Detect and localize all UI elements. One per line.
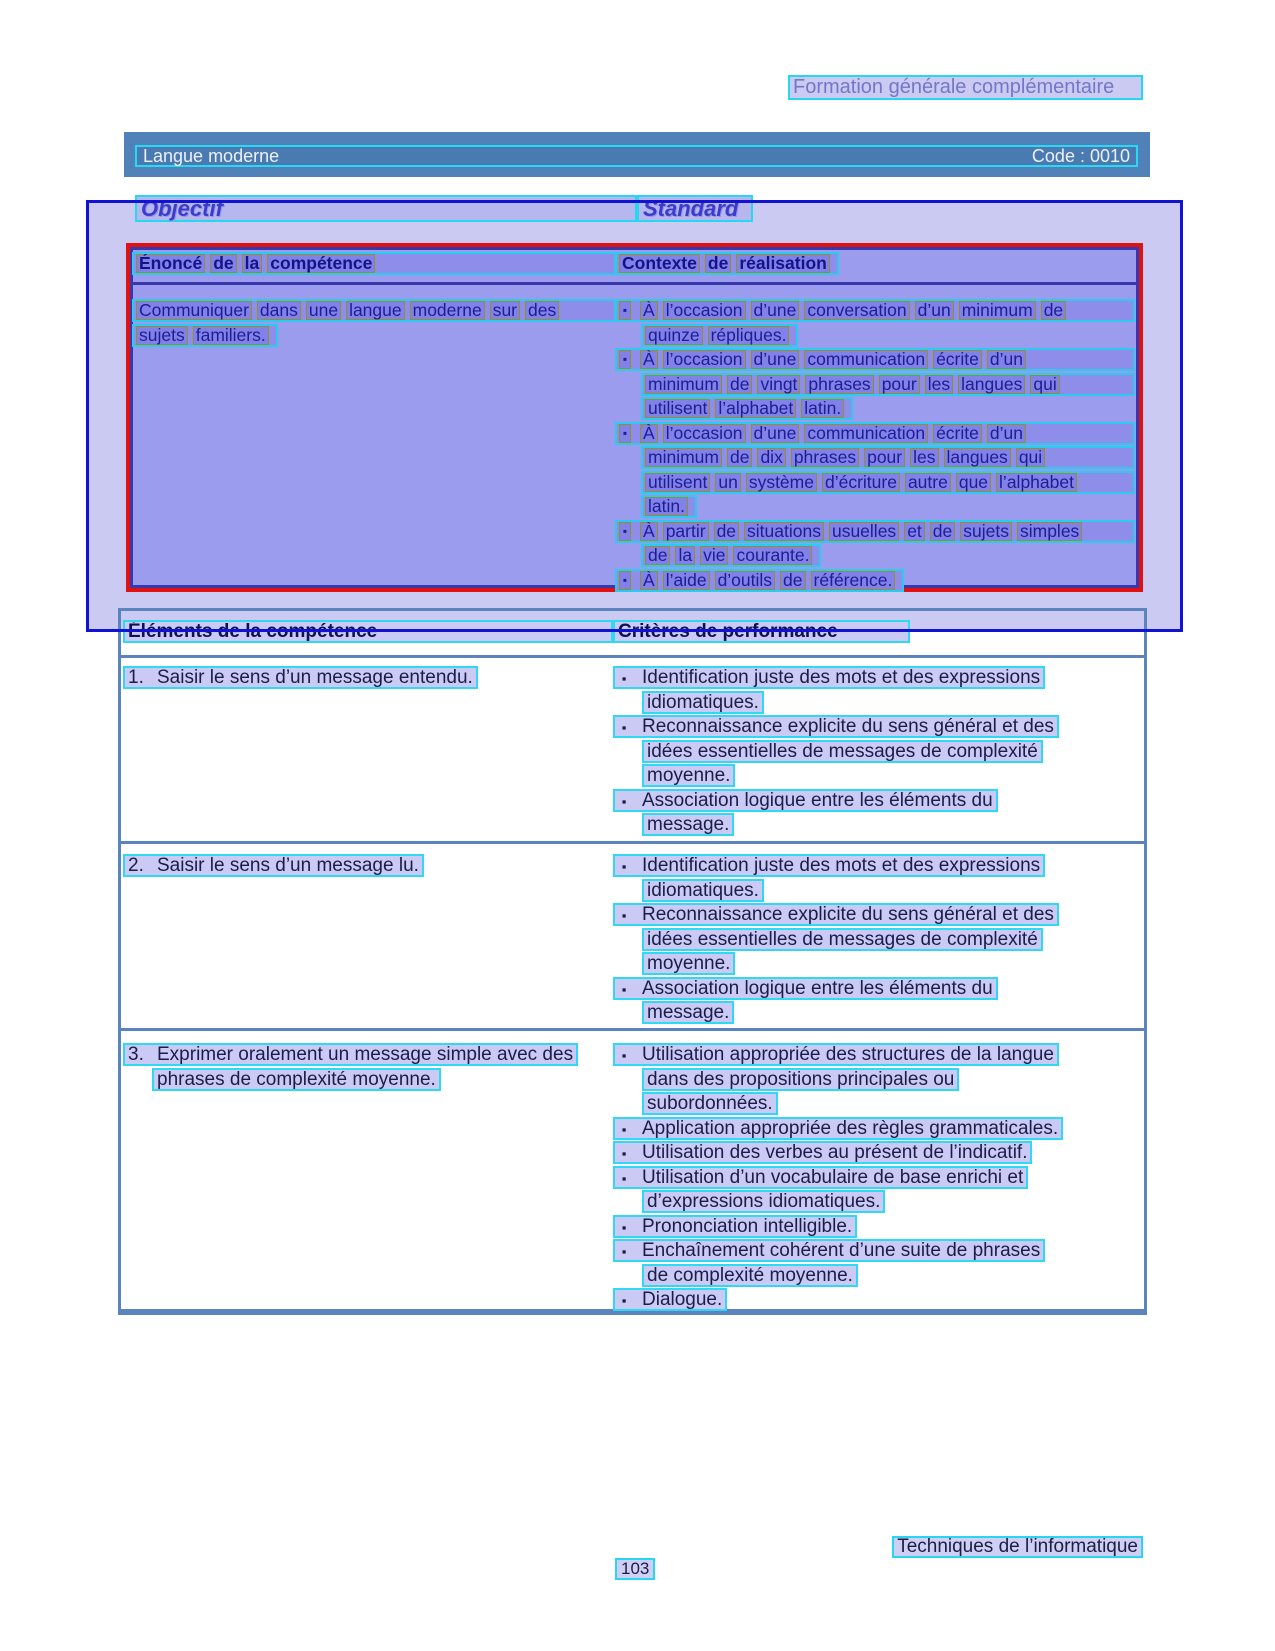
ocr-word-box: Contexte [619,254,700,273]
bullet-icon: ▪ [621,671,627,686]
text-line [615,422,1135,447]
ocr-line-box [613,977,998,1000]
text-line [123,1043,609,1068]
text-line [123,1068,609,1093]
ocr-word-box: d’écriture [822,473,900,492]
ocr-word-box: À [640,350,658,369]
ocr-word-box: autre [905,473,951,492]
ocr-word-box: système [746,473,817,492]
line-text: Éléments de la compétence [128,621,378,642]
ocr-line-box [613,620,910,643]
ocr-line-box [613,1117,1063,1140]
bullet-icon: ▪ [621,1048,627,1063]
competence-statement-cell [132,299,616,348]
bullet-icon: ▪ [619,522,631,541]
elements-table-header-right [613,620,1133,645]
ocr-word-box: minimum [645,448,722,467]
ocr-line-box [641,324,798,347]
text-line [613,715,1143,740]
ocr-word-box: l’occasion [663,424,746,443]
ocr-word-box: écrite [933,424,982,443]
ocr-word-box: de [714,522,739,541]
bullet-icon: ▪ [621,793,627,809]
ocr-word-box: moderne [410,301,485,320]
text-line [613,620,1133,645]
ocr-line-box [613,1239,1045,1262]
ocr-word-box: communication [804,424,928,443]
ocr-word-box: latin. [645,497,688,516]
text-line [613,977,1143,1002]
ocr-word-box: utilisent [645,399,710,418]
ocr-word-box: les [925,375,953,394]
ocr-word-box: usuelles [829,522,899,541]
ocr-word-box: des [525,301,559,320]
line-text: moyenne. [647,953,731,974]
elements-table-row [121,658,1144,841]
text-line [132,324,616,349]
ocr-word-box: pour [864,448,905,467]
ocr-line-box [642,1190,885,1213]
ocr-word-box: de [930,522,955,541]
ocr-word-box: courante. [733,546,812,565]
ocr-line-box [613,1043,1059,1066]
text-line [615,520,1135,545]
ocr-line-box [613,854,1045,877]
ocr-word-box: l’alphabet [715,399,796,418]
objectif-heading: Objectif [141,196,223,221]
text-line [132,299,616,324]
ocr-word-box: la [242,254,263,273]
context-realisation-cell [615,299,1135,593]
objectif-label-box [135,195,637,222]
ocr-word-box: minimum [959,301,1036,320]
competence-table-header-separator [133,282,1136,285]
page-number-label: 103 [621,1559,650,1578]
line-text: Identification juste des mots et des expressions [642,855,1041,876]
line-text: de complexité moyenne. [647,1264,853,1286]
ocr-line-box [615,520,1135,543]
line-text: idiomatiques. [647,691,759,713]
ocr-line-box [613,1288,727,1311]
ocr-word-box: situations [744,522,824,541]
ocr-word-box: l’alphabet [996,473,1077,492]
bullet-icon: ▪ [621,1170,627,1186]
ocr-line-box [123,854,424,877]
ocr-word-box: quinze [645,326,703,345]
row-number: 1. [128,667,144,688]
competence-table-header-right [615,252,1135,277]
competence-table [126,243,1143,592]
standard-label-box [637,195,753,222]
bullet-icon: ▪ [619,571,631,590]
ocr-line-box [641,446,1135,469]
ocr-word-box: conversation [804,301,909,320]
ocr-word-box: langues [958,375,1025,394]
footer-program [892,1536,1143,1558]
line-text: subordonnées. [647,1093,773,1114]
ocr-word-box: langue [346,301,405,320]
bullet-icon: ▪ [621,1121,627,1137]
ocr-line-box [152,1068,441,1091]
text-line [613,903,1143,928]
ocr-word-box: vingt [757,375,800,394]
ocr-line-box [615,252,839,275]
line-text: Application appropriée des règles grammaticales. [642,1117,1059,1139]
ocr-word-box: communication [804,350,928,369]
ocr-word-box: latin. [801,399,844,418]
text-line [613,1215,1143,1240]
ocr-line-box [615,299,1135,322]
ocr-word-box: référence. [811,571,896,590]
ocr-line-box [642,813,734,836]
ocr-word-box: l’occasion [663,301,746,320]
text-line [615,495,1135,520]
ocr-word-box: réalisation [736,254,830,273]
text-line [613,1239,1143,1264]
text-line [613,789,1143,814]
header-program-area-label: Formation générale complémentaire [793,76,1115,98]
row-number: 3. [128,1044,144,1065]
ocr-line-box [123,620,613,643]
text-line [613,1043,1143,1068]
bullet-icon: ▪ [621,1219,627,1235]
text-line [613,1001,1143,1026]
ocr-word-box: À [640,301,658,320]
ocr-line-box [613,1215,857,1238]
ocr-word-box: qui [1016,448,1045,467]
criteria-cell [613,666,1143,838]
text-line [615,446,1135,471]
ocr-word-box: de [727,375,752,394]
ocr-line-box [642,1001,734,1024]
ocr-line-box [613,666,1045,689]
ocr-word-box: d’outils [715,571,775,590]
ocr-line-box [123,1043,578,1066]
text-line [613,666,1143,691]
ocr-line-box [615,348,1135,371]
bullet-icon: ▪ [619,424,631,443]
standard-heading: Standard [643,196,739,221]
line-text: idiomatiques. [647,879,759,901]
ocr-line-box [642,928,1043,951]
text-line [613,764,1143,789]
ocr-word-box: la [675,546,695,565]
title-bar-highlight-box [135,145,1138,167]
ocr-word-box: répliques. [708,326,790,345]
ocr-line-box [642,952,735,975]
text-line [613,1141,1143,1166]
ocr-word-box: À [640,571,658,590]
ocr-line-box [132,252,616,275]
ocr-line-box [642,1092,778,1115]
line-text: Enchaînement cohérent d’une suite de phrases [642,1240,1041,1261]
ocr-line-box [642,764,735,787]
ocr-word-box: de [210,254,236,273]
text-line [613,1190,1143,1215]
elements-table-row [121,1028,1144,1312]
bullet-icon: ▪ [619,350,631,369]
element-cell [123,666,609,691]
line-text: d’expressions idiomatiques. [647,1191,881,1212]
ocr-word-box: l’occasion [663,350,746,369]
line-text: message. [647,814,730,835]
ocr-line-box [642,691,764,714]
line-text: phrases de complexité moyenne. [157,1068,436,1090]
line-text: dans des propositions principales ou [647,1068,955,1090]
text-line [613,1117,1143,1142]
text-line [613,813,1143,838]
text-line [613,740,1143,765]
line-text: Prononciation intelligible. [642,1215,853,1237]
line-text: Saisir le sens d’un message lu. [157,855,419,876]
ocr-word-box: les [910,448,938,467]
text-line [615,373,1135,398]
ocr-word-box: sur [490,301,520,320]
ocr-word-box: langues [944,448,1011,467]
ocr-word-box: pour [879,375,920,394]
ocr-word-box: de [1041,301,1066,320]
ocr-word-box: d’une [751,424,800,443]
text-line [613,1288,1143,1313]
ocr-word-box: et [904,522,925,541]
ocr-word-box: l’aide [663,571,710,590]
ocr-word-box: simples [1017,522,1082,541]
text-line [613,691,1143,716]
line-text: idées essentielles de messages de complexité [647,740,1038,762]
ocr-word-box: compétence [267,254,375,273]
bullet-icon: ▪ [621,908,627,923]
ocr-word-box: d’une [751,301,800,320]
line-text: Reconnaissance explicite du sens général et des [642,904,1054,925]
text-line [615,569,1135,594]
text-line [613,952,1143,977]
ocr-line-box [642,879,764,902]
line-text: Association logique entre les éléments du [642,977,993,999]
ocr-word-box: sujets [136,326,188,345]
text-line [615,544,1135,569]
text-line [613,928,1143,953]
ocr-word-box: une [306,301,341,320]
text-line [613,879,1143,904]
page-number [615,1558,655,1580]
ocr-word-box: d’un [987,350,1026,369]
text-line [123,620,613,645]
ocr-line-box [641,397,853,420]
criteria-cell [613,854,1143,1026]
ocr-line-box [642,1068,959,1091]
ocr-line-box [132,324,278,347]
bullet-icon: ▪ [621,720,627,735]
text-line [123,666,609,691]
line-text: Identification juste des mots et des expressions [642,667,1041,688]
ocr-line-box [613,1141,1032,1164]
line-text: Exprimer oralement un message simple avec des [157,1044,574,1065]
ocr-line-box [641,471,1135,494]
text-line [613,1068,1143,1093]
line-text: Critères de performance [618,621,838,642]
ocr-line-box [613,789,998,812]
row-number: 2. [128,855,144,876]
ocr-line-box [613,715,1059,738]
competence-table-header-left [132,252,616,277]
line-text: Dialogue. [642,1289,723,1310]
bullet-icon: ▪ [621,859,627,874]
text-line [132,252,616,277]
text-line [615,397,1135,422]
ocr-line-box [641,544,821,567]
ocr-line-box [641,495,697,518]
ocr-word-box: Énoncé [136,254,205,273]
bullet-icon: ▪ [619,301,631,320]
ocr-word-box: dans [257,301,301,320]
text-line [613,854,1143,879]
ocr-word-box: un [715,473,740,492]
text-line [615,348,1135,373]
ocr-word-box: Communiquer [136,301,252,320]
ocr-line-box [615,569,904,592]
ocr-word-box: sujets [960,522,1012,541]
ocr-word-box: d’un [987,424,1026,443]
element-cell [123,1043,609,1092]
ocr-word-box: d’un [915,301,954,320]
footer-program-label: Techniques de l’informatique [897,1536,1138,1557]
line-text: idées essentielles de messages de complexité [647,928,1038,950]
line-text: Utilisation appropriée des structures de la langue [642,1044,1054,1065]
ocr-line-box [132,299,616,322]
line-text: Saisir le sens d’un message entendu. [157,667,473,688]
header-program-area [788,75,1143,100]
ocr-line-box [613,903,1059,926]
ocr-line-box [641,373,1135,396]
ocr-line-box [123,666,478,689]
ocr-word-box: de [727,448,752,467]
course-code: Code : 0010 [1031,145,1130,166]
ocr-word-box: qui [1030,375,1059,394]
line-text: Utilisation d’un vocabulaire de base enrichi et [642,1166,1024,1188]
ocr-word-box: minimum [645,375,722,394]
line-text: Utilisation des verbes au présent de l’indicatif. [642,1142,1028,1163]
ocr-line-box [642,1264,858,1287]
text-line [613,1092,1143,1117]
bullet-icon: ▪ [621,1244,627,1259]
ocr-word-box: vie [700,546,728,565]
ocr-line-box [642,740,1043,763]
text-line [613,1264,1143,1289]
ocr-word-box: phrases [791,448,859,467]
bullet-icon: ▪ [621,981,627,997]
bullet-icon: ▪ [621,1293,627,1308]
line-text: moyenne. [647,765,731,786]
element-cell [123,854,609,879]
ocr-word-box: dix [757,448,785,467]
ocr-word-box: de [645,546,670,565]
ocr-line-box [615,422,1135,445]
ocr-word-box: familiers. [193,326,269,345]
ocr-word-box: d’une [751,350,800,369]
ocr-word-box: de [780,571,805,590]
text-line [123,854,609,879]
criteria-cell [613,1043,1143,1313]
ocr-word-box: À [640,522,658,541]
title-bar [124,132,1150,177]
elements-table [118,608,1147,1315]
text-line [615,252,1135,277]
elements-table-header-left [123,620,613,645]
ocr-word-box: utilisent [645,473,710,492]
ocr-word-box: phrases [805,375,873,394]
elements-table-row [121,841,1144,1031]
text-line [615,471,1135,496]
line-text: message. [647,1002,730,1023]
course-title: Langue moderne [143,145,280,166]
ocr-word-box: partir [663,522,709,541]
ocr-word-box: À [640,424,658,443]
line-text: Association logique entre les éléments du [642,789,993,811]
line-text: Reconnaissance explicite du sens général et des [642,716,1054,737]
text-line [613,1166,1143,1191]
ocr-word-box: écrite [933,350,982,369]
ocr-word-box: que [956,473,991,492]
ocr-line-box [613,1166,1028,1189]
bullet-icon: ▪ [621,1146,627,1161]
text-line [615,324,1135,349]
text-line [615,299,1135,324]
ocr-word-box: de [705,254,731,273]
